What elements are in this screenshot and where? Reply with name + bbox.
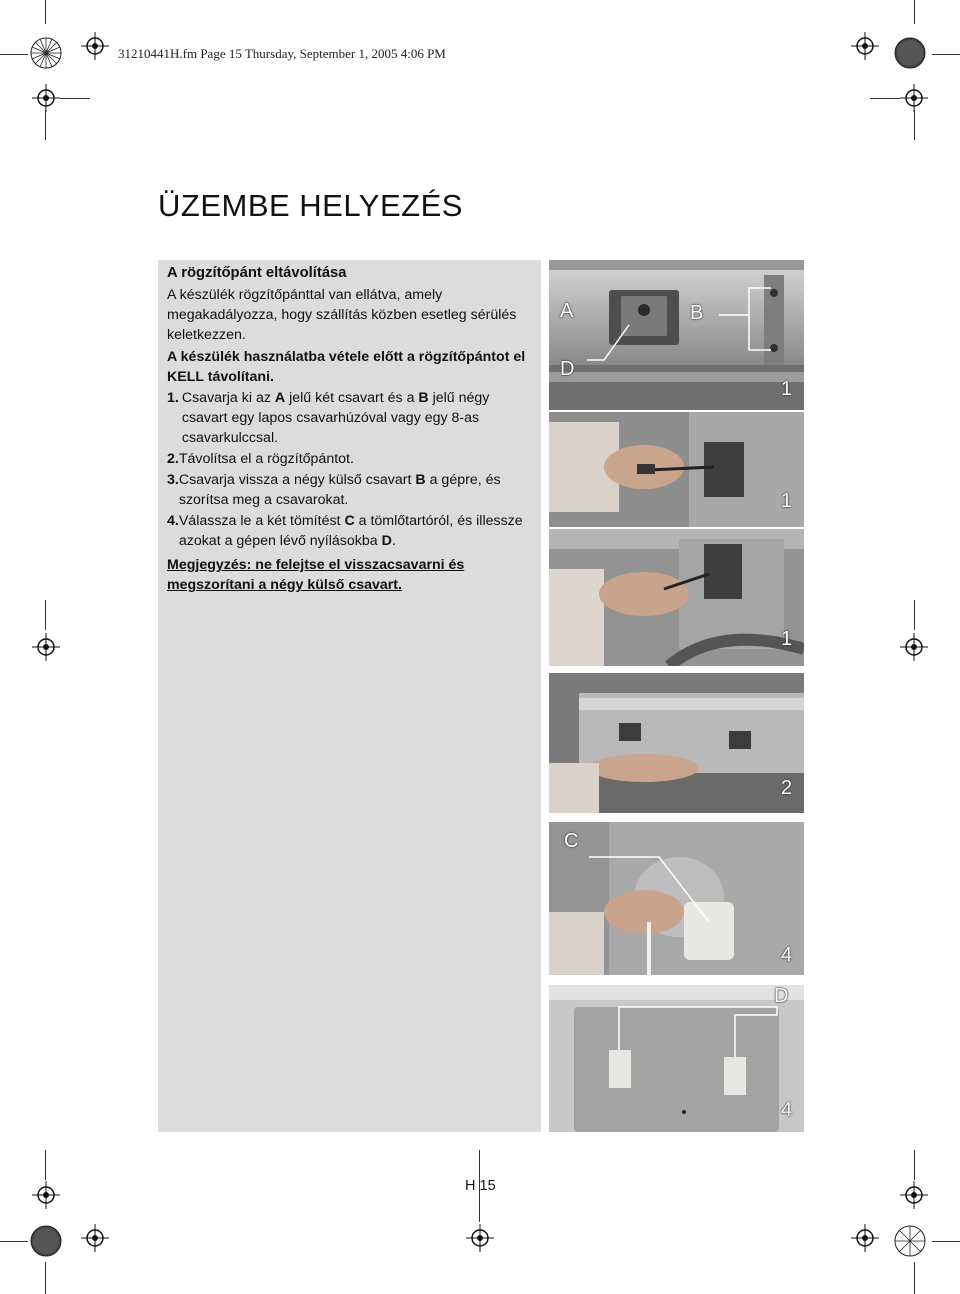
trim-line — [870, 98, 900, 99]
photo-reattaching-screws — [549, 673, 804, 813]
warning-paragraph: A készülék használatba vétele előtt a rögzítőpántot el KELL távolítani. — [167, 349, 526, 385]
step-4 — [167, 511, 527, 551]
photo-seals — [549, 822, 804, 975]
crop-mark-icon — [29, 36, 63, 70]
crosshair-mark-icon — [900, 1181, 928, 1209]
file-header-line: 31210441H.fm Page 15 Thursday, September 1, 2005 4:06 PM — [118, 46, 446, 61]
trim-line — [932, 1241, 960, 1242]
step-number: 1. — [167, 390, 179, 406]
step-text: Válassza le a két tömítést C a tömlőtartóról, és illessze azokat a gépen lévő nyílásokba D. — [178, 513, 523, 549]
photo-label: C — [564, 830, 579, 852]
step-number: 3. — [167, 472, 179, 488]
photo-label: 1 — [781, 378, 793, 400]
step-number: 4. — [167, 513, 179, 529]
photo-label: B — [690, 302, 704, 324]
photo-label: D — [560, 358, 575, 380]
crop-mark-icon — [893, 1224, 927, 1258]
trim-line — [914, 1262, 915, 1294]
page-number: H 15 — [465, 1178, 496, 1194]
photo-label: 4 — [781, 944, 793, 966]
crop-mark-icon — [29, 1224, 63, 1258]
crosshair-mark-icon — [81, 32, 109, 60]
trim-line — [45, 0, 46, 24]
photo-label: 2 — [781, 777, 793, 799]
trim-line — [914, 600, 915, 630]
trim-line — [45, 1262, 46, 1294]
intro-paragraph: A készülék rögzítőpánttal van ellátva, amely megakadályozza, hogy szállítás közben esetleg sérülés keletkezzen. — [167, 287, 517, 343]
step-3 — [167, 470, 527, 510]
photo-label: 1 — [781, 490, 793, 512]
trim-line — [45, 110, 46, 140]
trim-line — [45, 600, 46, 630]
crosshair-mark-icon — [466, 1224, 494, 1252]
step-text: Távolítsa el a rögzítőpántot. — [178, 451, 354, 467]
photo-label: D — [774, 985, 789, 1007]
section-heading: A rögzítőpánt eltávolítása — [167, 265, 347, 281]
trim-line — [932, 54, 960, 55]
photo-unscrewing — [549, 412, 804, 527]
crosshair-mark-icon — [851, 32, 879, 60]
step-2 — [167, 449, 527, 469]
crosshair-mark-icon — [32, 1181, 60, 1209]
crop-mark-icon — [893, 36, 927, 70]
note-paragraph: Megjegyzés: ne felejtse el visszacsavarni és megszorítani a négy külső csavart. — [167, 557, 465, 593]
photo-removing-bracket — [549, 529, 804, 666]
instructions-panel — [158, 260, 541, 1132]
photo-bracket-screws — [549, 260, 804, 410]
crosshair-mark-icon — [900, 84, 928, 112]
trim-line — [914, 1150, 915, 1180]
trim-line — [45, 1150, 46, 1180]
page-title: ÜZEMBE HELYEZÉS — [158, 188, 463, 223]
photo-label: 4 — [781, 1099, 793, 1121]
crosshair-mark-icon — [851, 1224, 879, 1252]
step-1 — [167, 388, 527, 448]
crosshair-mark-icon — [81, 1224, 109, 1252]
trim-line — [0, 54, 28, 55]
trim-line — [914, 110, 915, 140]
photo-label: A — [560, 300, 574, 322]
trim-line — [914, 0, 915, 24]
trim-line — [0, 1241, 28, 1242]
step-text: Csavarja ki az A jelű két csavart és a B jelű négy csavart egy lapos csavarhúzóval vagy egy 8-as csavarkulccsal. — [181, 390, 490, 446]
crosshair-mark-icon — [32, 84, 60, 112]
step-text: Csavarja vissza a négy külső csavart B a gépre, és szorítsa meg a csavarokat. — [178, 472, 501, 508]
step-number: 2. — [167, 451, 179, 467]
crosshair-mark-icon — [32, 633, 60, 661]
crosshair-mark-icon — [900, 633, 928, 661]
trim-line — [60, 98, 90, 99]
photo-label: 1 — [781, 628, 793, 650]
photo-openings — [549, 985, 804, 1132]
